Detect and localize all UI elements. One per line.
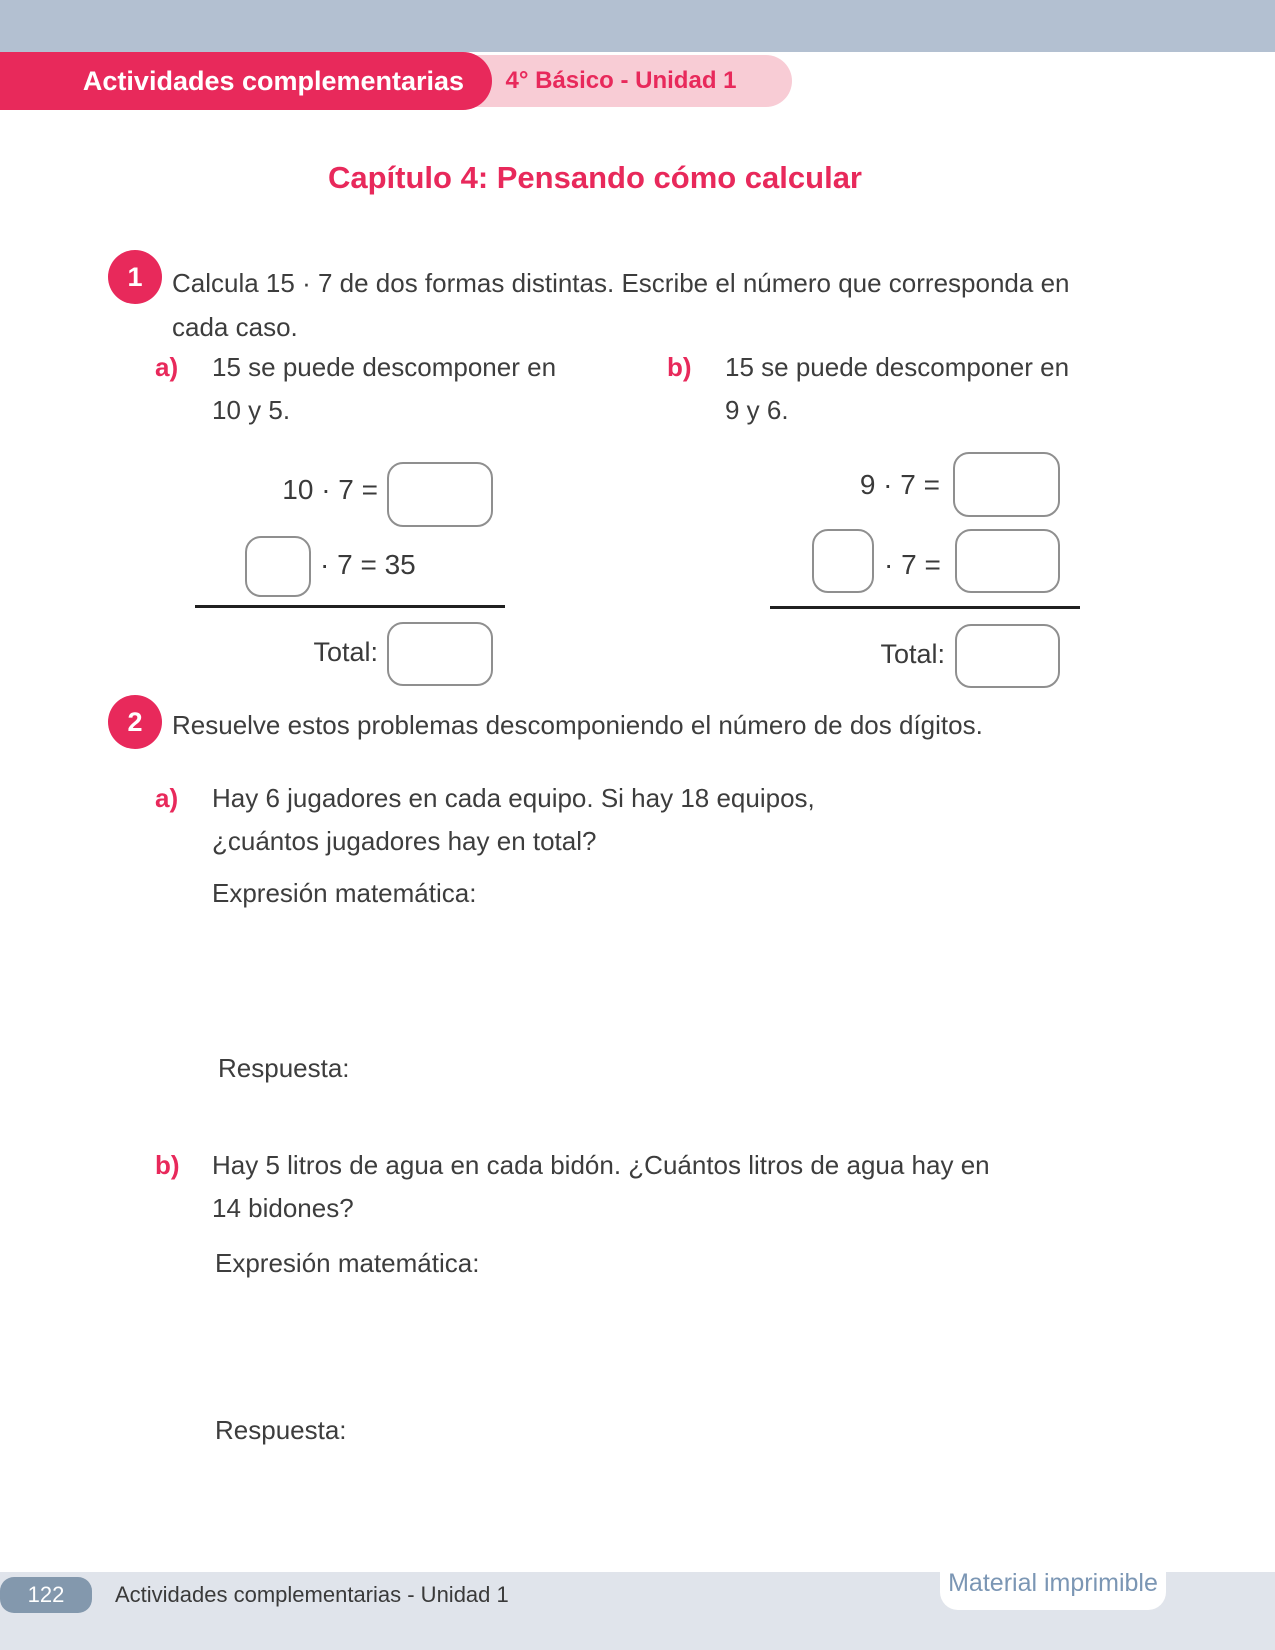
- ex2-part-a-line2: ¿cuántos jugadores hay en total?: [212, 826, 597, 856]
- eq-b-sum-line: [770, 606, 1080, 609]
- page-title: Capítulo 4: Pensando cómo calcular: [327, 160, 862, 195]
- part-a-text-line2: 10 y 5.: [212, 395, 291, 425]
- header-banner: [0, 52, 492, 110]
- ex2-part-b-expression-label: Expresión matemática:: [215, 1248, 480, 1278]
- part-a-text-line1: 15 se puede descomponer en: [212, 352, 557, 382]
- exercise1-prompt-line1: Calcula 15 · 7 de dos formas distintas. Escribe el número que corresponda en: [172, 268, 1070, 298]
- part-b-text-line1: 15 se puede descomponer en: [725, 352, 1070, 382]
- exercise1-prompt-line2: cada caso.: [172, 312, 298, 342]
- ex2-part-b-line1: Hay 5 litros de agua en cada bidón. ¿Cuántos litros de agua hay en: [212, 1150, 990, 1180]
- ex2-part-b-line2: 14 bidones?: [212, 1193, 354, 1223]
- ex2-part-a-answer-label: Respuesta:: [218, 1053, 350, 1083]
- eq-b-row2-label: · 7 =: [884, 549, 941, 580]
- eq-b-row2-factor-box[interactable]: [812, 529, 874, 593]
- ex2-part-a-label: a): [155, 783, 179, 813]
- ex2-part-a-expression-label: Expresión matemática:: [212, 878, 477, 908]
- page-number-badge: 122: [0, 1577, 92, 1613]
- eq-b-row1-label: 9 · 7 =: [859, 469, 940, 500]
- eq-b-total-label: Total:: [880, 639, 945, 669]
- top-bar: [0, 0, 1275, 52]
- ex2-part-b-label: b): [155, 1150, 180, 1180]
- ex2-part-b-answer-label: Respuesta:: [215, 1415, 347, 1445]
- eq-b-total-answer-box[interactable]: [955, 624, 1060, 688]
- exercise1-number-badge: 1: [108, 250, 162, 304]
- eq-a-row2-label: · 7 = 35: [320, 549, 416, 580]
- eq-a-row2-answer-box[interactable]: [245, 536, 311, 597]
- header-banner-label: Actividades complementarias: [82, 65, 465, 96]
- eq-a-row1-answer-box[interactable]: [387, 462, 493, 527]
- eq-a-total-answer-box[interactable]: [387, 622, 493, 686]
- exercise2-number-badge: 2: [108, 695, 162, 749]
- printable-tab: [940, 1540, 1166, 1610]
- eq-a-row1-label: 10 · 7 =: [282, 474, 378, 505]
- ex2-part-a-line1: Hay 6 jugadores en cada equipo. Si hay 18 equipos,: [212, 783, 815, 813]
- eq-a-sum-line: [195, 605, 505, 608]
- footer-label: Actividades complementarias - Unidad 1: [115, 1582, 509, 1607]
- unit-badge-label: 4° Básico - Unidad 1: [505, 67, 737, 94]
- eq-b-row2-answer-box[interactable]: [955, 529, 1060, 593]
- exercise2-prompt: Resuelve estos problemas descomponiendo el número de dos dígitos.: [172, 710, 983, 740]
- eq-a-total-label: Total:: [313, 637, 378, 667]
- eq-b-row1-answer-box[interactable]: [953, 452, 1060, 517]
- printable-tab-label: Material imprimible: [948, 1569, 1158, 1597]
- part-b-label: b): [667, 352, 692, 382]
- part-b-text-line2: 9 y 6.: [725, 395, 789, 425]
- part-a-label: a): [155, 352, 179, 382]
